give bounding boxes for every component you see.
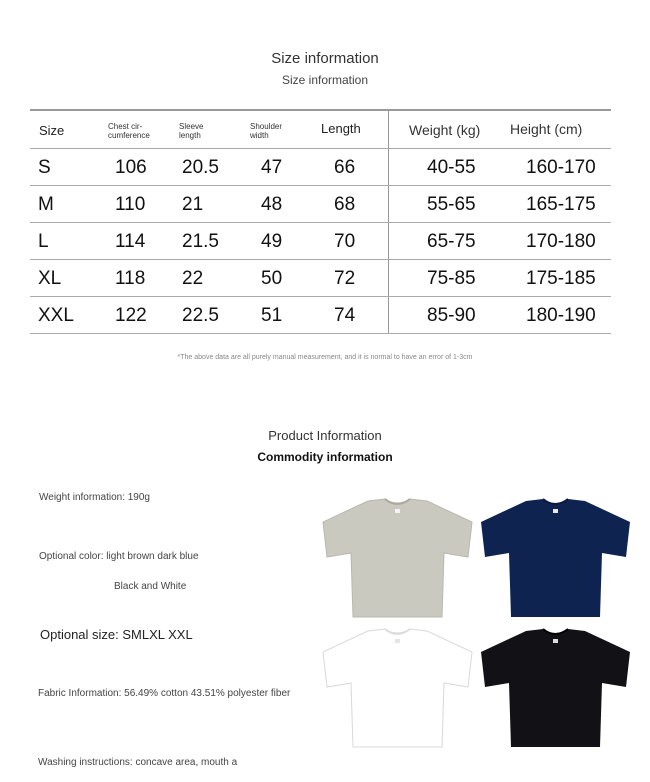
fabric-info: Fabric Information: 56.49% cotton 43.51% polyester fiber xyxy=(38,688,291,699)
header-size: Size xyxy=(39,123,65,138)
table-cell: 114 xyxy=(115,231,146,252)
weight-info: Weight information: 190g xyxy=(39,492,150,503)
table-cell: 175-185 xyxy=(526,268,596,289)
header-length: Length xyxy=(321,121,361,136)
table-cell: 21.5 xyxy=(182,231,219,252)
table-cell: 122 xyxy=(115,305,147,326)
table-cell: XXL xyxy=(38,305,74,326)
shirt-body xyxy=(481,499,630,617)
table-cell: 75-85 xyxy=(427,268,476,289)
product-info-subtitle: Commodity information xyxy=(257,450,393,464)
table-header-row xyxy=(30,111,611,149)
table-cell: L xyxy=(38,231,49,252)
header-height: Height (cm) xyxy=(510,121,583,137)
tshirt-dark-blue-image xyxy=(478,497,633,622)
tshirt-black-image xyxy=(478,627,633,752)
size-info: Optional size: SMLXL XXL xyxy=(40,627,193,642)
table-cell: 22 xyxy=(182,268,204,289)
table-cell: 160-170 xyxy=(526,157,596,178)
table-row xyxy=(30,148,611,186)
table-cell: 70 xyxy=(334,231,356,252)
table-cell: M xyxy=(38,194,54,215)
table-cell: 106 xyxy=(115,157,147,178)
measurement-note: *The above data are all purely manual measurement, and it is normal to have an error of 1-3cm xyxy=(177,354,473,361)
table-cell: 180-190 xyxy=(526,305,596,326)
table-row xyxy=(30,259,611,297)
table-cell: 170-180 xyxy=(526,231,596,252)
table-cell: 48 xyxy=(261,194,283,215)
color-info-2: Black and White xyxy=(114,581,187,592)
table-cell: 20.5 xyxy=(182,157,219,178)
table-cell: 55-65 xyxy=(427,194,476,215)
header-weight: Weight (kg) xyxy=(409,122,481,138)
tshirt-light-brown-image xyxy=(320,497,475,622)
header-sleeve: Sleeve length xyxy=(179,122,204,140)
table-cell: XL xyxy=(38,268,62,289)
table-row xyxy=(30,222,611,260)
product-info-title: Product Information xyxy=(268,428,382,443)
table-cell: S xyxy=(38,157,51,178)
table-cell: 50 xyxy=(261,268,283,289)
table-cell: 21 xyxy=(182,194,204,215)
washing-info: Washing instructions: concave area, mouth a xyxy=(38,757,238,768)
color-info: Optional color: light brown dark blue xyxy=(39,551,199,562)
table-cell: 47 xyxy=(261,157,283,178)
table-cell: 49 xyxy=(261,231,283,252)
shirt-body xyxy=(323,499,472,617)
table-cell: 85-90 xyxy=(427,305,476,326)
size-info-title: Size information xyxy=(271,50,379,67)
shirt-body xyxy=(323,629,472,747)
table-cell: 40-55 xyxy=(427,157,476,178)
shirt-body xyxy=(481,629,630,747)
table-cell: 65-75 xyxy=(427,231,476,252)
header-shoulder: Shoulder width xyxy=(250,122,283,140)
tshirt-white-image xyxy=(320,627,475,752)
table-cell: 22.5 xyxy=(182,305,219,326)
table-cell: 51 xyxy=(261,305,283,326)
table-cell: 118 xyxy=(115,268,146,289)
table-cell: 72 xyxy=(334,268,356,289)
table-row xyxy=(30,185,611,223)
table-row xyxy=(30,296,611,334)
table-cell: 110 xyxy=(115,194,146,215)
table-cell: 66 xyxy=(334,157,356,178)
table-cell: 68 xyxy=(334,194,356,215)
size-info-subtitle: Size information xyxy=(281,73,369,87)
table-cell: 74 xyxy=(334,305,356,326)
header-chest: Chest cir- cumference xyxy=(108,122,150,140)
table-cell: 165-175 xyxy=(526,194,596,215)
